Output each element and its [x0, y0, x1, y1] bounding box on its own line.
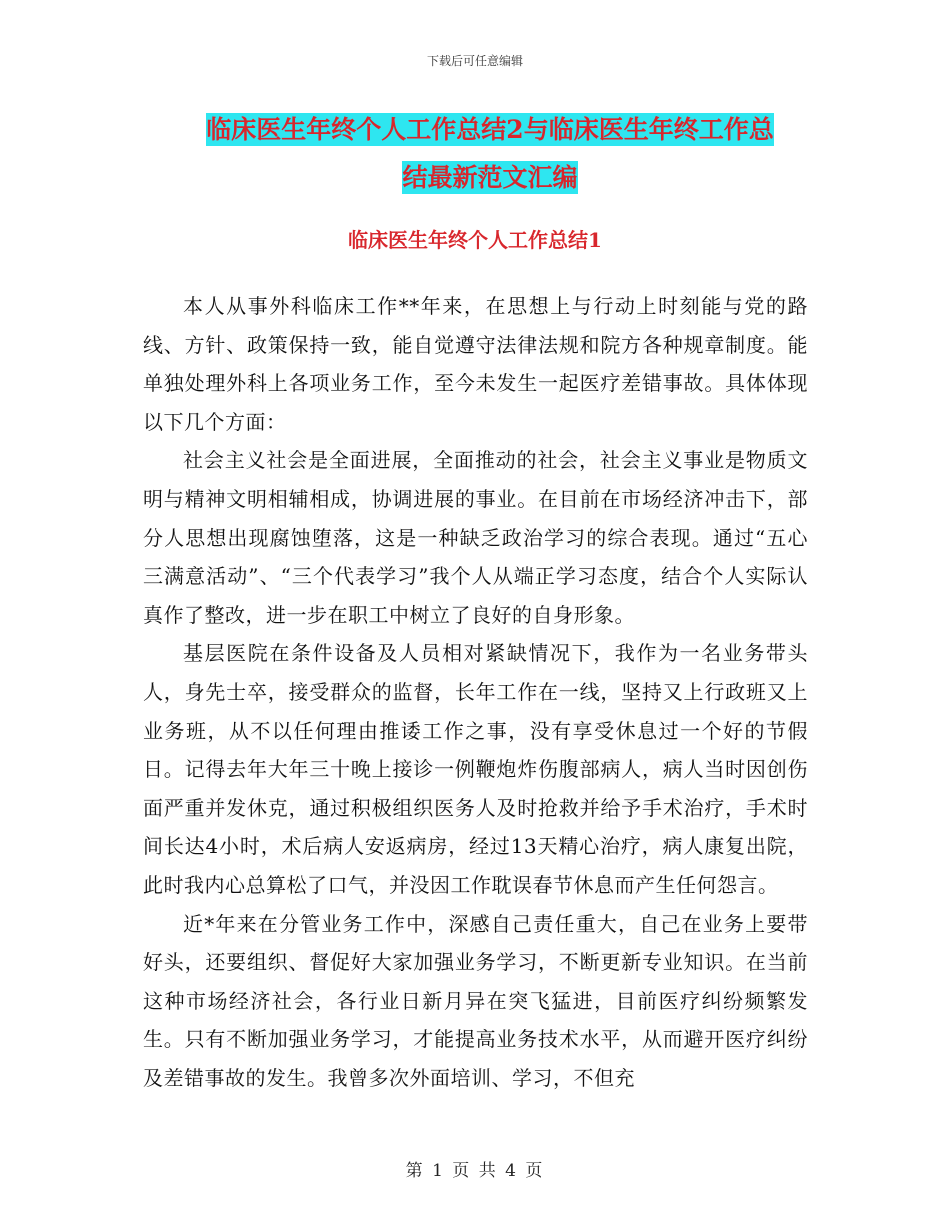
title-line-2	[140, 154, 840, 202]
page-number-footer: 第 1 页 共 4 页	[405, 1161, 545, 1181]
paragraph-3: 基层医院在条件设备及人员相对紧缺情况下，我作为一名业务带头人，身先士卒，接受群众的监督，长年工作在一线，坚持又上行政班又上业务班，从不以任何理由推诿工作之事，没有享受休息过一个好的节假日。记得去年大年三十晚上接诊一例鞭炮炸伤腹部病人，病人当时因创伤面严重并发休克，通过积极组织医务人及时抢救并给予手术治疗，手术时间长达4小时，术后病人安返病房，经过13天精心治疗，病人康复出院，此时我内心总算松了口气，并没因工作耽误春节休息而产生任何怨言。	[143, 641, 808, 897]
paragraph-1: 本人从事外科临床工作**年来，在思想上与行动上时刻能与党的路线、方针、政策保持一致，能自觉遵守法律法规和院方各种规章制度。能单独处理外科上各项业务工作，至今未发生一起医疗差错事故。具体体现以下几个方面：	[143, 294, 808, 434]
paragraph-2: 社会主义社会是全面进展，全面推动的社会，社会主义事业是物质文明与精神文明相辅相成，协调进展的事业。在目前在市场经济冲击下，部分人思想出现腐蚀堕落，这是一种缺乏政治学习的综合表现。通过“五心三满意活动”、“三个代表学习”我个人从端正学习态度，结合个人实际认真作了整改，进一步在职工中树立了良好的自身形象。	[143, 448, 808, 627]
title-line-1-text: 临床医生年终个人工作总结2与临床医生年终工作总	[206, 115, 774, 144]
title-line-1	[140, 106, 840, 154]
header-note: 下载后可任意编辑	[426, 54, 523, 68]
paragraph-4: 近*年来在分管业务工作中，深感自己责任重大，自己在业务上要带好头，还要组织、督促好大家加强业务学习，不断更新专业知识。在当前这种市场经济社会，各行业日新月异在突飞猛进，目前医疗纠纷频繁发生。只有不断加强业务学习，才能提高业务技术水平，从而避开医疗纠纷及差错事故的发生。我曾多次外面培训、学习，不但充	[143, 911, 808, 1090]
section-title: 临床医生年终个人工作总结1	[348, 228, 602, 252]
document-body	[143, 287, 808, 1097]
title-line-2-text: 结最新范文汇编	[402, 163, 578, 192]
document-title	[140, 106, 840, 202]
